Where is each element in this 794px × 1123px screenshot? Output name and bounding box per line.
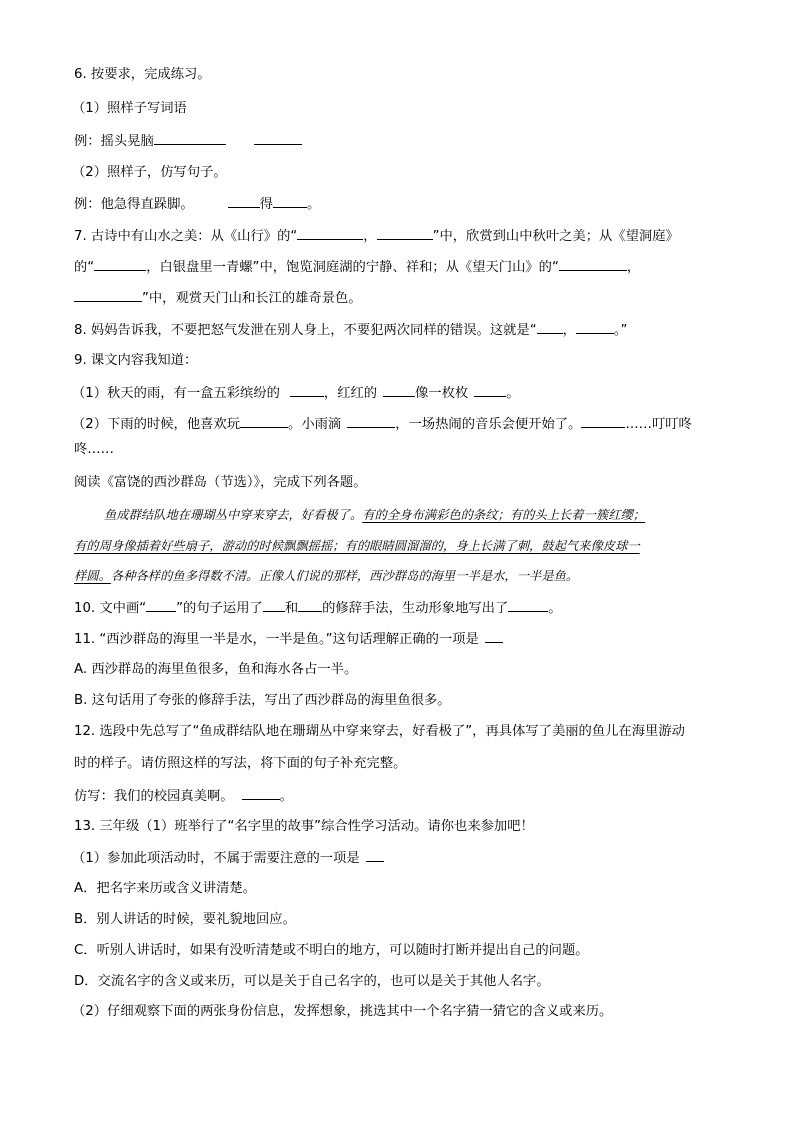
answer-blank[interactable] bbox=[240, 415, 288, 428]
q12-imitate-text: 仿写：我们的校园真美啊。 bbox=[74, 789, 234, 804]
q13-part2: （2）仔细观察下面的两张身份信息，发挥想象，挑选其中一个名字猜一猜它的含义或来历。 bbox=[72, 1004, 613, 1019]
q7-text-b: ， bbox=[363, 229, 377, 244]
q13-option-c[interactable]: C．听别人讲话时，如果有没听清楚或不明白的地方，可以随时打断并提出自己的问题。 bbox=[74, 943, 589, 958]
reading-intro: 阅读《富饶的西沙群岛（节选）》，完成下列各题。 bbox=[74, 475, 367, 490]
q7-text-f: ， bbox=[626, 260, 641, 275]
passage-underlined-text: 样圆。 bbox=[74, 569, 111, 583]
answer-blank[interactable] bbox=[228, 195, 260, 208]
q6-part1-label: （1）照样子写词语 bbox=[72, 101, 187, 116]
answer-blank[interactable] bbox=[263, 599, 285, 612]
q7-text-c: ”中，欣赏到山中秋叶之美；从《望洞庭》 bbox=[432, 229, 679, 244]
q7-line1 bbox=[74, 227, 679, 246]
q9-text-e: （2）下雨的时候，他喜欢玩 bbox=[72, 417, 241, 432]
q6-part2-label: （2）照样子，仿写句子。 bbox=[72, 165, 227, 180]
answer-blank[interactable] bbox=[383, 384, 415, 397]
answer-blank[interactable] bbox=[146, 599, 176, 612]
answer-blank[interactable] bbox=[474, 384, 506, 397]
answer-blank[interactable] bbox=[508, 599, 548, 612]
q10-text-d: 的修辞手法，生动形象地写出了 bbox=[322, 601, 509, 616]
q7-text-d: 的“ bbox=[74, 260, 95, 275]
answer-blank[interactable] bbox=[485, 630, 503, 643]
answer-blank[interactable] bbox=[576, 321, 614, 334]
q13-option-b[interactable]: B．别人讲话的时候，要礼貌地回应。 bbox=[74, 912, 296, 927]
passage-underlined-text: 有的全身布满彩色的条纹；有的头上长着一簇红缨； bbox=[362, 508, 646, 522]
q9-text-g: ，一场热闹的音乐会便开始了。 bbox=[395, 417, 582, 432]
answer-blank[interactable] bbox=[254, 132, 302, 145]
answer-blank[interactable] bbox=[74, 289, 142, 302]
q9-text-b: ，红红的 bbox=[323, 386, 378, 401]
q10-line bbox=[74, 599, 562, 618]
q9-text-h: ……叮叮咚 bbox=[625, 417, 692, 432]
q12-imitate-line bbox=[74, 787, 293, 806]
passage-text: 各种各样的鱼多得数不清。正像人们说的那样，西沙群岛的海里一半是水，一半是鱼。 bbox=[110, 569, 579, 583]
q7-text-a: 7. 古诗中有山水之美：从《山行》的“ bbox=[74, 229, 298, 244]
q9-text-f: 。小雨滴 bbox=[288, 417, 342, 432]
q9-part1-line bbox=[72, 384, 520, 403]
q6-part2-de: 得 bbox=[259, 197, 273, 212]
q7-line3 bbox=[74, 289, 362, 308]
q13-option-d[interactable]: D．交流名字的含义或来历，可以是关于自己名字的，也可以是关于其他人名字。 bbox=[74, 974, 550, 989]
q8-text-a: 8. 妈妈告诉我，不要把怒气发泄在别人身上，不要犯两次同样的错误。这就是“ bbox=[74, 323, 537, 338]
q11-stem-line bbox=[74, 630, 503, 649]
q13-part1-stem-line bbox=[72, 849, 384, 868]
q10-text-a: 10. 文中画“ bbox=[74, 601, 147, 616]
q9-text-a: （1）秋天的雨，有一盒五彩缤纷的 bbox=[72, 386, 280, 401]
answer-blank[interactable] bbox=[559, 258, 627, 271]
passage-line1 bbox=[104, 506, 645, 524]
q6-title: 6. 按要求，完成练习。 bbox=[74, 67, 211, 82]
q8-text-c: 。” bbox=[613, 323, 628, 338]
answer-blank[interactable] bbox=[347, 415, 395, 428]
q12-line1: 12. 选段中先总写了“鱼成群结队地在珊瑚丛中穿来穿去，好看极了”，再具体写了美丽的鱼儿在海里游动 bbox=[74, 724, 685, 739]
q7-line2 bbox=[74, 258, 640, 277]
answer-blank[interactable] bbox=[94, 258, 146, 271]
q6-part2-line bbox=[74, 195, 320, 214]
answer-blank[interactable] bbox=[298, 599, 322, 612]
answer-blank[interactable] bbox=[366, 849, 384, 862]
answer-blank[interactable] bbox=[537, 321, 563, 334]
q9-text-c: 像一枚枚 bbox=[415, 386, 469, 401]
q6-part2-example: 例：他急得直跺脚。 bbox=[74, 197, 194, 212]
answer-blank[interactable] bbox=[581, 415, 625, 428]
answer-blank[interactable] bbox=[154, 132, 226, 145]
q9-title: 9. 课文内容我知道： bbox=[74, 353, 198, 368]
answer-blank[interactable] bbox=[242, 787, 280, 800]
q11-option-a[interactable]: A. 西沙群岛的海里鱼很多，鱼和海水各占一半。 bbox=[74, 662, 358, 677]
q11-stem: 11. “西沙群岛的海里一半是水，一半是鱼。”这句话理解正确的一项是 bbox=[74, 632, 479, 647]
answer-blank[interactable] bbox=[297, 227, 363, 240]
q7-text-e: ，白银盘里一青螺”中，饱览洞庭湖的宁静、祥和；从《望天门山》的“ bbox=[146, 260, 559, 275]
q10-text-c: 和 bbox=[284, 601, 299, 616]
answer-blank[interactable] bbox=[290, 384, 324, 397]
answer-blank[interactable] bbox=[377, 227, 433, 240]
q6-part1-line bbox=[74, 132, 302, 151]
q10-text-e: 。 bbox=[548, 601, 562, 616]
q13-option-a[interactable]: A．把名字来历或含义讲清楚。 bbox=[74, 881, 256, 896]
q13-part1-stem: （1）参加此项活动时，不属于需要注意的一项是 bbox=[72, 851, 360, 866]
q11-option-b[interactable]: B. 这句话用了夸张的修辞手法，写出了西沙群岛的海里鱼很多。 bbox=[74, 693, 451, 708]
q12-line2: 时的样子。请仿照这样的写法，将下面的句子补充完整。 bbox=[74, 756, 407, 771]
q6-part2-end: 。 bbox=[306, 197, 321, 212]
q7-text-g: ”中，观赏天门山和长江的雄奇景色。 bbox=[142, 291, 362, 306]
q13-title: 13. 三年级（1）班举行了“名字里的故事”综合性学习活动。请你也来参加吧！ bbox=[74, 819, 534, 834]
q12-imitate-end: 。 bbox=[279, 789, 293, 804]
passage-underlined-text: 有的周身像插着好些扇子，游动的时候飘飘摇摇；有的眼睛圆溜溜的，身上长满了刺，鼓起气来像皮球一 bbox=[74, 539, 640, 553]
q8-text-b: ， bbox=[562, 323, 576, 338]
passage-text: 鱼成群结队地在珊瑚丛中穿来穿去，好看极了。 bbox=[104, 508, 363, 522]
q9-part2-line bbox=[72, 415, 692, 434]
answer-blank[interactable] bbox=[273, 195, 307, 208]
q9-text-d: 。 bbox=[506, 386, 520, 401]
q6-part1-example: 例：摇头晃脑 bbox=[74, 134, 154, 149]
q10-text-b: ”的句子运用了 bbox=[176, 601, 263, 616]
passage-line3 bbox=[74, 567, 578, 585]
q9-part2-wrap: 咚…… bbox=[74, 442, 114, 457]
passage-line2 bbox=[74, 537, 640, 555]
q8-line bbox=[74, 321, 627, 340]
